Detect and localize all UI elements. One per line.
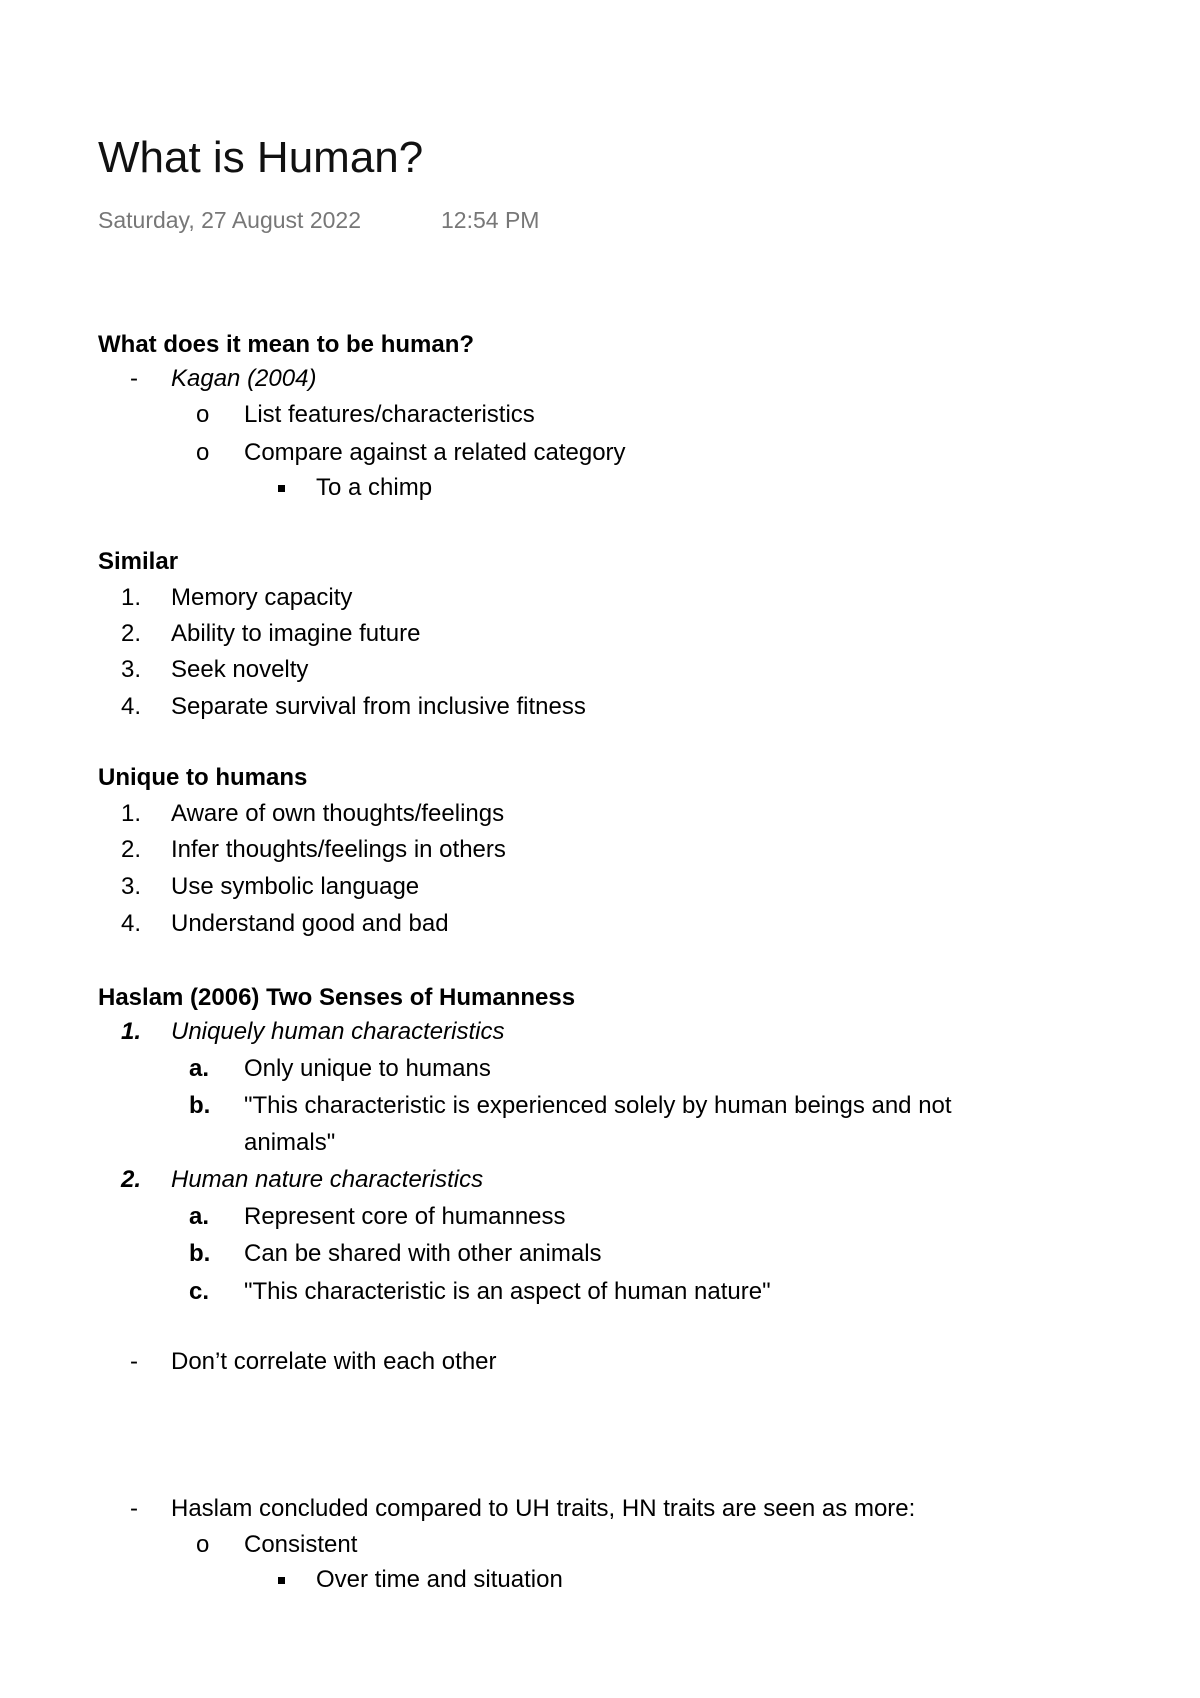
- list-item: Can be shared with other animals: [244, 1240, 602, 1267]
- list-item: Understand good and bad: [171, 910, 449, 937]
- list-item: Aware of own thoughts/feelings: [171, 800, 505, 827]
- section-heading-haslam: Haslam (2006) Two Senses of Humanness: [98, 984, 576, 1011]
- list-item: Compare against a related category: [244, 439, 626, 466]
- list-item: Human nature characteristics: [171, 1166, 484, 1193]
- section-heading-unique: Unique to humans: [98, 764, 308, 791]
- list-letter: b.: [189, 1240, 211, 1267]
- list-item: Only unique to humans: [244, 1055, 491, 1082]
- page-time: 12:54 PM: [441, 207, 540, 233]
- dash-bullet: -: [130, 1495, 138, 1522]
- list-item: Memory capacity: [171, 584, 353, 611]
- list-number: 2.: [120, 620, 141, 647]
- list-item: Seek novelty: [171, 656, 309, 683]
- list-item: Haslam concluded compared to UH traits, HN traits are seen as more:: [171, 1495, 916, 1522]
- list-item: Represent core of humanness: [244, 1203, 566, 1230]
- square-bullet: [278, 1577, 285, 1584]
- circle-bullet: o: [196, 439, 210, 466]
- list-item: Uniquely human characteristics: [171, 1018, 505, 1045]
- page-title: What is Human?: [98, 133, 424, 182]
- list-number: 1.: [120, 1018, 141, 1045]
- list-item: List features/characteristics: [244, 401, 535, 428]
- list-number: 2.: [120, 1166, 141, 1193]
- list-item-continuation: animals": [244, 1129, 336, 1156]
- page-timestamp: [98, 207, 540, 233]
- list-item: "This characteristic is experienced solely by human beings and not: [244, 1092, 952, 1119]
- list-number: 3.: [120, 656, 141, 683]
- list-number: 2.: [120, 836, 141, 863]
- list-number: 4.: [120, 693, 141, 720]
- circle-bullet: o: [196, 1531, 210, 1558]
- list-item: Consistent: [244, 1531, 358, 1558]
- list-item: Separate survival from inclusive fitness: [171, 693, 586, 720]
- list-item: To a chimp: [316, 474, 433, 501]
- section-heading-similar: Similar: [98, 548, 179, 575]
- list-number: 1.: [120, 584, 141, 611]
- list-item: Over time and situation: [316, 1566, 563, 1593]
- list-number: 3.: [120, 873, 141, 900]
- dash-bullet: -: [130, 1348, 138, 1375]
- page-date: Saturday, 27 August 2022: [98, 207, 361, 233]
- list-letter: b.: [189, 1092, 211, 1119]
- square-bullet: [278, 485, 285, 492]
- list-item: Use symbolic language: [171, 873, 420, 900]
- list-item: Ability to imagine future: [171, 620, 421, 647]
- list-item: Don’t correlate with each other: [171, 1348, 497, 1375]
- list-letter: c.: [189, 1278, 210, 1305]
- circle-bullet: o: [196, 401, 210, 428]
- list-letter: a.: [189, 1055, 210, 1082]
- list-item-kagan: Kagan (2004): [171, 365, 317, 392]
- list-item: "This characteristic is an aspect of human nature": [244, 1278, 771, 1305]
- list-letter: a.: [189, 1203, 210, 1230]
- list-number: 1.: [120, 800, 141, 827]
- list-number: 4.: [120, 910, 141, 937]
- list-item: Infer thoughts/feelings in others: [171, 836, 506, 863]
- section-heading-meaning: What does it mean to be human?: [98, 331, 475, 358]
- dash-bullet: -: [130, 365, 138, 392]
